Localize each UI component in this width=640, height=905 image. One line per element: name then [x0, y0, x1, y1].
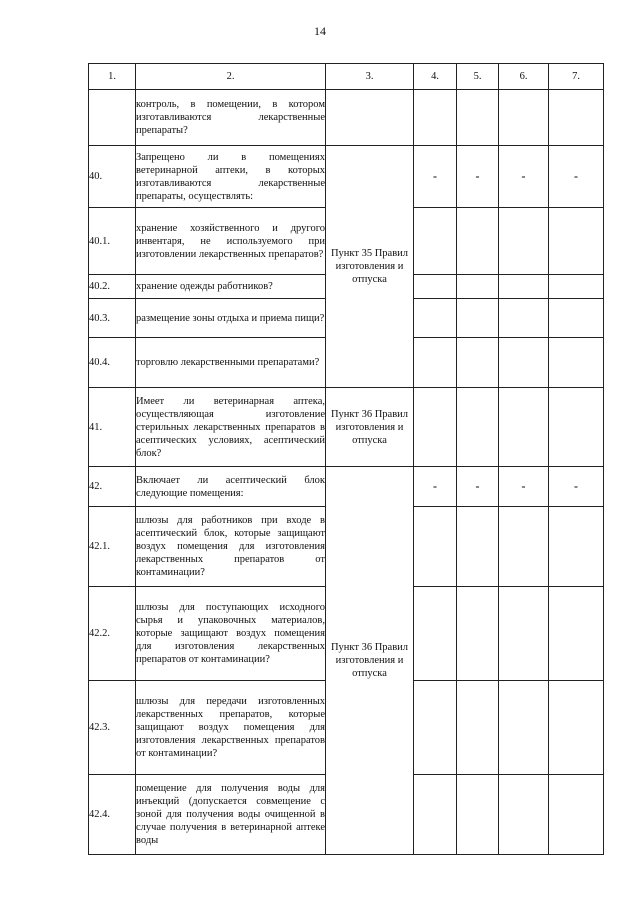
answer-cell[interactable]	[499, 275, 549, 299]
item-number: 42.1.	[89, 507, 136, 587]
answer-cell[interactable]	[457, 90, 499, 146]
column-header: 7.	[549, 64, 604, 90]
answer-cell[interactable]	[457, 388, 499, 467]
answer-cell[interactable]	[499, 681, 549, 775]
answer-cell[interactable]	[499, 338, 549, 388]
question-text: Имеет ли ветеринарная аптека, осуществляющая изготовление стерильных лекарственных препаратов в асептических условиях, асептический блок?	[136, 388, 326, 467]
question-text: контроль, в помещении, в котором изготавливаются лекарственные препараты?	[136, 90, 326, 146]
answer-dash: -	[414, 467, 457, 507]
answer-cell[interactable]	[549, 587, 604, 681]
question-text: шлюзы для поступающих исходного сырья и упаковочных материалов, которые защищают воздух помещения для изготовления лекарственных препаратов от контаминации?	[136, 587, 326, 681]
page-number: 14	[314, 24, 326, 38]
table-header-row	[89, 64, 604, 90]
answer-cell[interactable]	[414, 275, 457, 299]
item-number: 42.2.	[89, 587, 136, 681]
answer-cell[interactable]	[414, 338, 457, 388]
answer-cell[interactable]	[457, 507, 499, 587]
answer-cell[interactable]	[457, 299, 499, 338]
question-text: торговлю лекарственными препаратами?	[136, 338, 326, 388]
item-number: 42.3.	[89, 681, 136, 775]
answer-dash: -	[499, 146, 549, 208]
answer-cell[interactable]	[414, 775, 457, 855]
answer-cell[interactable]	[499, 587, 549, 681]
answer-cell[interactable]	[414, 208, 457, 275]
question-text: Запрещено ли в помещениях ветеринарной аптеки, в которых изготавливаются лекарственные препараты, осуществлять:	[136, 146, 326, 208]
column-header: 6.	[499, 64, 549, 90]
table-row	[89, 146, 604, 208]
legal-reference: Пункт 36 Правил изготовления и отпуска	[326, 388, 414, 467]
answer-cell[interactable]	[457, 587, 499, 681]
answer-cell[interactable]	[499, 90, 549, 146]
answer-cell[interactable]	[499, 388, 549, 467]
table-row	[89, 467, 604, 507]
answer-dash: -	[457, 146, 499, 208]
column-header: 2.	[136, 64, 326, 90]
answer-dash: -	[499, 467, 549, 507]
question-text: шлюзы для работников при входе в асептический блок, которые защищают воздух помещения для изготовления лекарственных препаратов от контаминации?	[136, 507, 326, 587]
question-text: размещение зоны отдыха и приема пищи?	[136, 299, 326, 338]
answer-dash: -	[457, 467, 499, 507]
answer-cell[interactable]	[414, 507, 457, 587]
answer-cell[interactable]	[549, 299, 604, 338]
table-row	[89, 388, 604, 467]
legal-reference: Пункт 36 Правил изготовления и отпуска	[326, 467, 414, 855]
answer-cell[interactable]	[457, 338, 499, 388]
item-number: 40.3.	[89, 299, 136, 338]
answer-cell[interactable]	[549, 388, 604, 467]
answer-cell[interactable]	[549, 275, 604, 299]
answer-cell[interactable]	[499, 775, 549, 855]
item-number: 42.4.	[89, 775, 136, 855]
answer-cell[interactable]	[499, 299, 549, 338]
column-header: 1.	[89, 64, 136, 90]
reference-cell	[326, 90, 414, 146]
item-number: 41.	[89, 388, 136, 467]
answer-cell[interactable]	[549, 681, 604, 775]
answer-cell[interactable]	[414, 388, 457, 467]
answer-cell[interactable]	[414, 90, 457, 146]
answer-dash: -	[549, 146, 604, 208]
answer-cell[interactable]	[499, 507, 549, 587]
answer-cell[interactable]	[457, 275, 499, 299]
answer-cell[interactable]	[414, 587, 457, 681]
item-number: 40.2.	[89, 275, 136, 299]
answer-cell[interactable]	[549, 338, 604, 388]
question-text: Включает ли асептический блок следующие помещения:	[136, 467, 326, 507]
item-number	[89, 90, 136, 146]
item-number: 40.1.	[89, 208, 136, 275]
answer-cell[interactable]	[549, 208, 604, 275]
answer-cell[interactable]	[414, 681, 457, 775]
answer-cell[interactable]	[549, 90, 604, 146]
answer-cell[interactable]	[457, 681, 499, 775]
item-number: 40.	[89, 146, 136, 208]
answer-cell[interactable]	[457, 775, 499, 855]
answer-cell[interactable]	[549, 775, 604, 855]
question-text: хранение хозяйственного и другого инвентаря, не используемого при изготовлении лекарственных препаратов?	[136, 208, 326, 275]
item-number: 40.4.	[89, 338, 136, 388]
answer-cell[interactable]	[457, 208, 499, 275]
column-header: 3.	[326, 64, 414, 90]
legal-reference: Пункт 35 Правил изготовления и отпуска	[326, 146, 414, 388]
column-header: 5.	[457, 64, 499, 90]
answer-dash: -	[414, 146, 457, 208]
checklist-table	[88, 63, 604, 855]
column-header: 4.	[414, 64, 457, 90]
item-number: 42.	[89, 467, 136, 507]
answer-dash: -	[549, 467, 604, 507]
question-text: шлюзы для передачи изготовленных лекарственных препаратов, которые защищают воздух помещения для изготовления лекарственных препаратов от контаминации?	[136, 681, 326, 775]
answer-cell[interactable]	[549, 507, 604, 587]
table-row	[89, 90, 604, 146]
question-text: хранение одежды работников?	[136, 275, 326, 299]
answer-cell[interactable]	[499, 208, 549, 275]
answer-cell[interactable]	[414, 299, 457, 338]
question-text: помещение для получения воды для инъекций (допускается совмещение с зоной для получения воды очищенной в случае получения в ветеринарной аптеке воды	[136, 775, 326, 855]
